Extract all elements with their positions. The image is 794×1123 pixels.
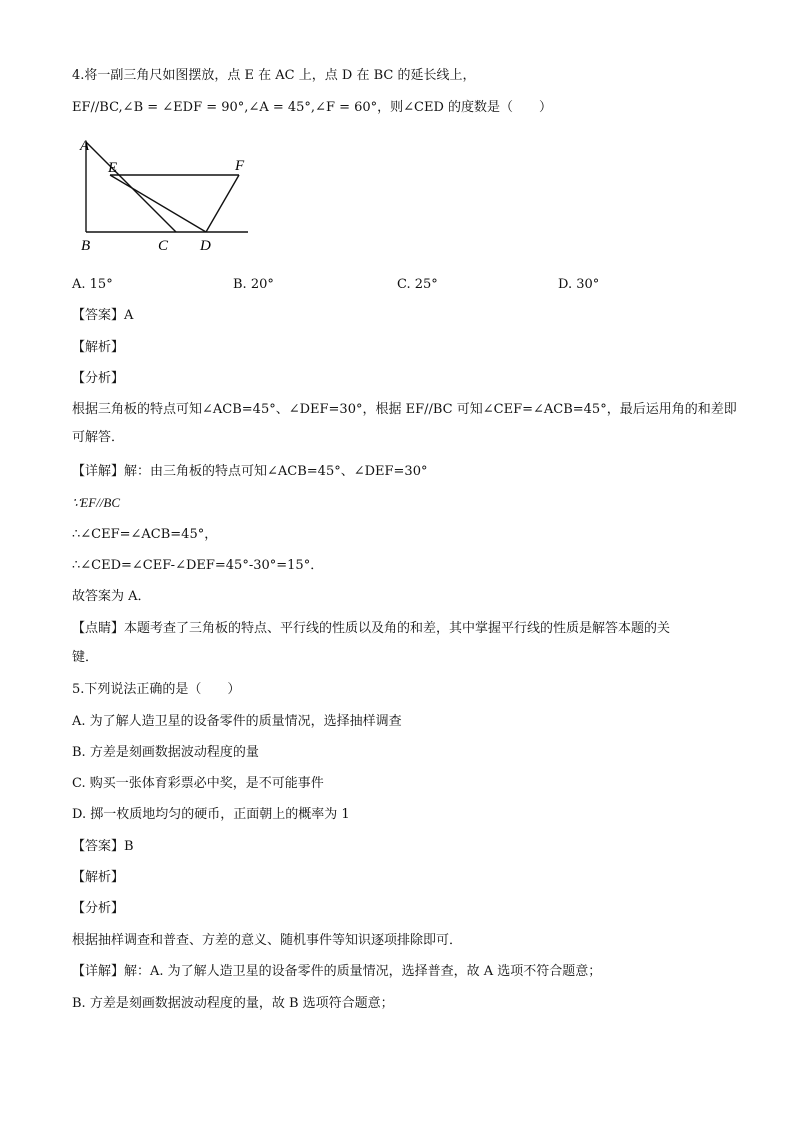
q4-option-c: C. 25° (397, 277, 438, 292)
q4-detail-line4: ∴∠CED=∠CEF-∠DEF=45°-30°=15°． (72, 558, 324, 573)
q4-answer: 【答案】A (72, 308, 134, 323)
segment-FD (206, 175, 239, 232)
q4-option-d: D. 30° (558, 277, 600, 292)
label-B: B (81, 238, 91, 254)
label-F: F (235, 158, 245, 174)
segment-ED (110, 175, 206, 232)
q5-option-d: D. 掷一枚质地均匀的硬币，正面朝上的概率为 1 (72, 807, 350, 822)
q5-detail-line1: 【详解】解：A. 为了解人造卫星的设备零件的质量情况，选择普查，故 A 选项不符合题意； (72, 964, 602, 979)
q5-detail-line2: B. 方差是刻画数据波动程度的量，故 B 选项符合题意； (72, 996, 394, 1011)
label-E: E (108, 160, 118, 176)
q4-detail-line2: ∵EF//BC (72, 495, 120, 510)
triangle-figure (72, 132, 252, 260)
label-C: C (158, 238, 169, 254)
q4-detail-line1: 【详解】解：由三角板的特点可知∠ACB=45°、∠DEF=30° (72, 464, 428, 479)
q4-fenxi-line1: 根据三角板的特点可知∠ACB=45°、∠DEF=30°，根据 EF//BC 可知∠CEF=∠ACB=45°，最后运用角的和差即 (72, 402, 737, 417)
q4-fenxi-line2: 可解答． (72, 430, 125, 445)
q4-analysis-heading: 【解析】 (72, 340, 125, 355)
q5-question: 5.下列说法正确的是（ ） (72, 682, 241, 697)
q4-detail-line5: 故答案为 A． (72, 589, 151, 604)
q4-question-line1: 4.将一副三角尺如图摆放，点 E 在 AC 上，点 D 在 BC 的延长线上， (72, 68, 476, 83)
q5-fenxi-heading: 【分析】 (72, 901, 125, 916)
q5-option-a: A. 为了解人造卫星的设备零件的质量情况，选择抽样调查 (72, 714, 402, 729)
q4-fenxi-heading: 【分析】 (72, 371, 125, 386)
q5-option-c: C. 购买一张体育彩票必中奖，是不可能事件 (72, 776, 324, 791)
label-A: A (80, 138, 90, 154)
q4-option-a: A. 15° (72, 277, 113, 292)
q4-detail-line3: ∴∠CEF=∠ACB=45°， (72, 527, 218, 542)
q4-option-b: B. 20° (233, 277, 274, 292)
q5-analysis-heading: 【解析】 (72, 870, 125, 885)
q4-comment-line1: 【点睛】本题考查了三角板的特点、平行线的性质以及角的和差，其中掌握平行线的性质是解答本题的关 (72, 621, 671, 636)
q5-option-b: B. 方差是刻画数据波动程度的量 (72, 745, 259, 760)
q4-question-line2: EF//BC,∠B = ∠EDF = 90°,∠A = 45°,∠F = 60°，则∠CED 的度数是（ ） (72, 100, 553, 115)
q5-answer: 【答案】B (72, 839, 134, 854)
label-D: D (200, 238, 211, 254)
q5-fenxi-line1: 根据抽样调查和普查、方差的意义、随机事件等知识逐项排除即可． (72, 933, 463, 948)
q4-comment-line2: 键． (72, 650, 99, 665)
